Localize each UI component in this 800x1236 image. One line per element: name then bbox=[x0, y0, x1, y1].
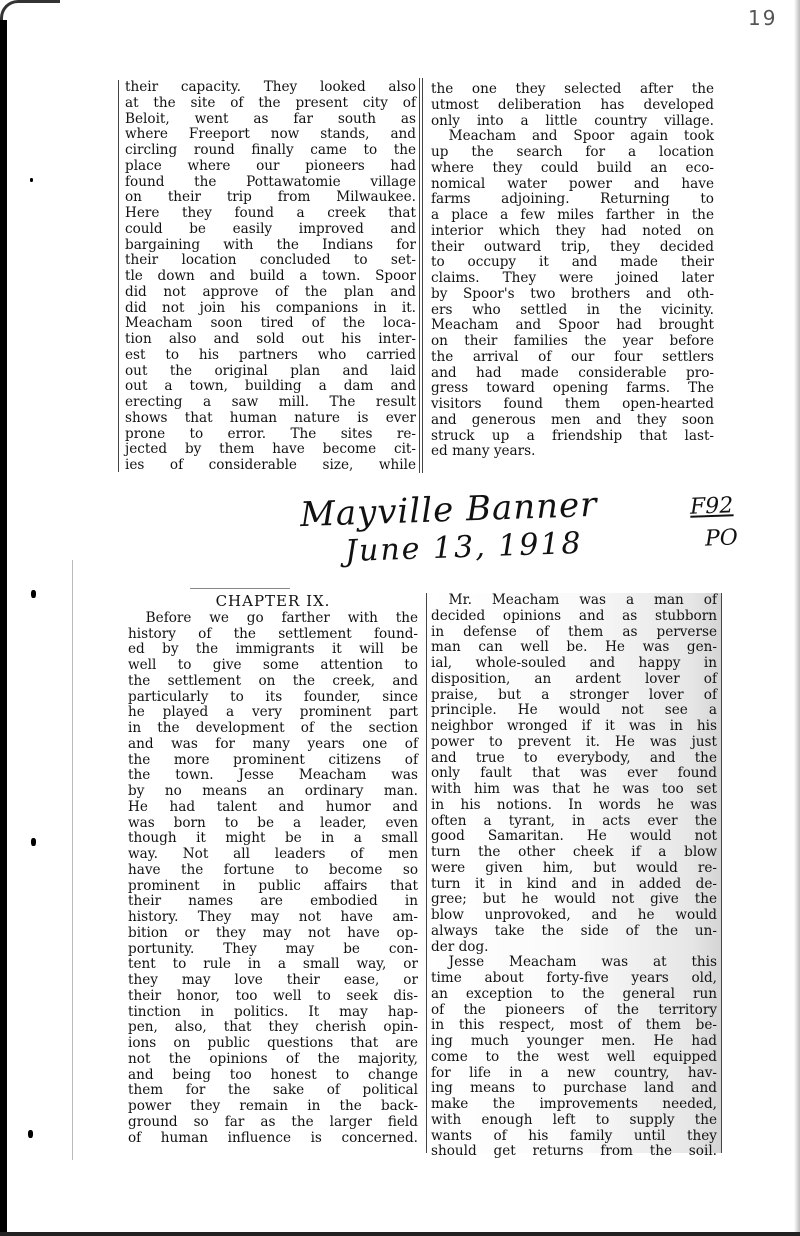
text-line: ing means to purchase land and bbox=[431, 1080, 717, 1097]
text-line: often a tyrant, in acts ever the bbox=[431, 812, 717, 829]
text-line: nomical water power and have bbox=[431, 175, 714, 192]
text-line: struck up a friendship that last- bbox=[431, 427, 714, 444]
text-line: particularly to its founder, since bbox=[128, 688, 418, 705]
text-line: tle down and build a town. Spoor bbox=[125, 268, 416, 284]
text-line: ed by the immigrants it will be bbox=[128, 641, 418, 658]
top-clipping-right-column bbox=[426, 82, 714, 466]
text-line: an exception to the general run bbox=[431, 985, 717, 1002]
text-line: prone to error. The sites re- bbox=[125, 425, 416, 442]
text-line: ions on public questions that are bbox=[128, 1035, 418, 1051]
text-line: the one they selected after the bbox=[431, 81, 714, 97]
text-line: ers who settled in the vicinity. bbox=[431, 301, 714, 318]
punch-mark bbox=[31, 838, 36, 846]
scan-page-corner bbox=[0, 0, 60, 22]
text-line: tent to rule in a small way, or bbox=[128, 956, 418, 973]
chapter-heading: CHAPTER IX. bbox=[215, 592, 331, 610]
text-line: Before we go farther with the bbox=[145, 609, 418, 626]
text-line: a place a few miles farther in the bbox=[431, 207, 714, 223]
text-line: turn the other cheek if a blow bbox=[431, 844, 717, 860]
text-line: farms adjoining. Returning to bbox=[431, 191, 714, 208]
text-line: up the search for a location bbox=[431, 144, 714, 160]
scan-page-edge-bottom bbox=[0, 1232, 800, 1236]
text-line: power to prevent it. He was just bbox=[431, 733, 717, 750]
text-line: Mr. Meacham was a man of bbox=[448, 592, 717, 608]
text-line: did not join his companions in it. bbox=[125, 299, 416, 316]
text-line: them for the sake of political bbox=[128, 1082, 418, 1099]
text-line: their honor, too well to seek dis- bbox=[128, 987, 418, 1004]
text-line: est to his partners who carried bbox=[125, 346, 416, 363]
text-line: did not approve of the plan and bbox=[125, 283, 416, 300]
text-line: utmost deliberation has developed bbox=[431, 96, 714, 113]
text-line: ial, whole-souled and happy in bbox=[431, 655, 717, 671]
text-line: He had talent and humor and bbox=[128, 798, 418, 815]
text-line: gree; but he would not give the bbox=[431, 891, 717, 908]
text-line: principle. He would not see a bbox=[431, 702, 717, 719]
text-line: erecting a saw mill. The result bbox=[125, 394, 416, 410]
text-line: were given him, but would re- bbox=[431, 859, 717, 876]
text-line: the town. Jesse Meacham was bbox=[128, 767, 418, 784]
text-line: their names are embodied in bbox=[128, 893, 418, 910]
text-line: disposition, an ardent lover of bbox=[431, 670, 717, 687]
text-line: neighbor wronged if it was in his bbox=[431, 718, 717, 734]
text-line: found the Pottawatomie village bbox=[125, 173, 416, 190]
text-line: with enough left to supply the bbox=[431, 1111, 717, 1128]
text-line: on their trip from Milwaukee. bbox=[125, 189, 416, 206]
text-line: come to the west well equipped bbox=[431, 1048, 717, 1065]
bottom-clipping-right-column bbox=[426, 592, 722, 1160]
text-line: ies of considerable size, while bbox=[125, 457, 416, 473]
text-line: only into a little country village. bbox=[431, 112, 714, 129]
text-line: their location concluded to set- bbox=[125, 252, 416, 269]
text-line: could be easily improved and bbox=[125, 220, 416, 237]
handwritten-code-2: PO bbox=[704, 525, 739, 552]
text-line: in this respect, most of them be- bbox=[431, 1017, 717, 1034]
text-line: have the fortune to become so bbox=[128, 861, 418, 878]
text-line: bition or they may not have op- bbox=[128, 924, 418, 941]
text-line: the more prominent citizens of bbox=[128, 751, 418, 768]
text-line: jected by them have become cit- bbox=[125, 441, 416, 458]
scan-page-edge-right bbox=[794, 0, 800, 1236]
text-line: blow unprovoked, and he would bbox=[431, 907, 717, 923]
text-line: shows that human nature is ever bbox=[125, 409, 416, 426]
chapter-rule bbox=[190, 588, 290, 589]
text-line: Jesse Meacham was at this bbox=[448, 954, 717, 971]
text-line: should get returns from the soil. bbox=[431, 1143, 717, 1160]
handwritten-date: June 13, 1918 bbox=[344, 525, 584, 570]
text-line: their capacity. They looked also bbox=[125, 79, 416, 95]
text-line: where Freeport now stands, and bbox=[125, 126, 416, 143]
text-line: der dog. bbox=[431, 938, 489, 955]
text-line: visitors found them open-hearted bbox=[431, 396, 714, 412]
text-line: and had made considerable pro- bbox=[431, 364, 714, 381]
text-line: Meacham soon tired of the loca- bbox=[125, 315, 416, 332]
text-line: wants of his family until they bbox=[431, 1127, 717, 1144]
text-line: make the improvements needed, bbox=[431, 1096, 717, 1112]
text-line: though it might be in a small bbox=[128, 830, 418, 847]
punch-mark bbox=[28, 1130, 33, 1138]
top-clipping-left-column bbox=[118, 80, 416, 472]
text-line: and being too honest to change bbox=[128, 1066, 418, 1083]
text-line: by Spoor's two brothers and oth- bbox=[431, 285, 714, 302]
text-line: man can well be. He was gen- bbox=[431, 639, 717, 656]
text-line: where they could build an eco- bbox=[431, 159, 714, 176]
bottom-clipping-left-column bbox=[128, 594, 422, 1146]
text-line: Beloit, went as far south as bbox=[125, 110, 416, 127]
text-line: in defense of them as perverse bbox=[431, 623, 717, 640]
text-line: by no means an ordinary man. bbox=[128, 783, 418, 799]
text-line: turn it in kind and in added de- bbox=[431, 875, 717, 892]
text-line: the arrival of our four settlers bbox=[431, 348, 714, 365]
text-line: ing much younger men. He had bbox=[431, 1033, 717, 1049]
punch-mark bbox=[30, 178, 33, 182]
text-line: good Samaritan. He would not bbox=[431, 828, 717, 845]
handwritten-code: F92 bbox=[689, 493, 734, 520]
text-line: out the original plan and laid bbox=[125, 362, 416, 379]
text-line: claims. They were joined later bbox=[431, 270, 714, 286]
text-line: ed many years. bbox=[431, 443, 536, 460]
text-line: time about forty-five years old, bbox=[431, 970, 717, 986]
text-line: bargaining with the Indians for bbox=[125, 236, 416, 253]
text-line: way. Not all leaders of men bbox=[128, 846, 418, 862]
text-line: interior which they had noted on bbox=[431, 222, 714, 239]
text-line: history. They may not have am- bbox=[128, 909, 418, 925]
punch-mark bbox=[31, 590, 36, 598]
text-line: in the development of the section bbox=[128, 720, 418, 736]
text-line: gress toward opening farms. The bbox=[431, 380, 714, 397]
text-line: only fault that was ever found bbox=[431, 765, 717, 782]
text-line: they may love their ease, or bbox=[128, 972, 418, 988]
text-line: pen, also, that they cherish opin- bbox=[128, 1019, 418, 1036]
text-line: their outward trip, they decided bbox=[431, 238, 714, 255]
text-line: place where our pioneers had bbox=[125, 157, 416, 174]
text-line: for life in a new country, hav- bbox=[431, 1064, 717, 1081]
text-line: history of the settlement found- bbox=[128, 625, 418, 642]
text-line: Here they found a creek that bbox=[125, 205, 416, 221]
text-line: of human influence is concerned. bbox=[128, 1129, 418, 1146]
text-line: and true to everybody, and the bbox=[431, 749, 717, 766]
text-line: he played a very prominent part bbox=[128, 704, 418, 721]
text-line: the settlement on the creek, and bbox=[128, 672, 418, 689]
text-line: power they remain in the back- bbox=[128, 1098, 418, 1114]
text-line: at the site of the present city of bbox=[125, 94, 416, 111]
text-line: and was for many years one of bbox=[128, 735, 418, 752]
text-line: tinction in politics. It may hap- bbox=[128, 1003, 418, 1020]
text-line: always take the side of the un- bbox=[431, 922, 717, 939]
text-line: well to give some attention to bbox=[128, 657, 418, 673]
text-line: was born to be a leader, even bbox=[128, 814, 418, 831]
text-line: on their families the year before bbox=[431, 333, 714, 349]
text-line: praise, but a stronger lover of bbox=[431, 686, 717, 703]
scan-page-edge-left bbox=[0, 20, 7, 1236]
text-line: portunity. They may be con- bbox=[128, 940, 418, 957]
text-line: out a town, building a dam and bbox=[125, 378, 416, 395]
text-line: Meacham and Spoor had brought bbox=[431, 317, 714, 334]
text-line: with him was that he was too set bbox=[431, 781, 717, 797]
column-divider bbox=[419, 78, 423, 473]
scan-fold-line bbox=[72, 560, 73, 1160]
text-line: and generous men and they soon bbox=[431, 411, 714, 428]
text-line: in his notions. In words he was bbox=[431, 796, 717, 813]
text-line: decided opinions and as stubborn bbox=[431, 607, 717, 624]
text-line: circling round finally came to the bbox=[125, 142, 416, 158]
page-number: 19 bbox=[748, 6, 778, 30]
handwritten-newspaper-name: Mayville Banner bbox=[299, 484, 599, 536]
text-line: ground so far as the larger field bbox=[128, 1113, 418, 1130]
text-line: tion also and sold out his inter- bbox=[125, 331, 416, 347]
text-line: not the opinions of the majority, bbox=[128, 1050, 418, 1067]
text-line: prominent in public affairs that bbox=[128, 877, 418, 894]
text-line: Meacham and Spoor again took bbox=[448, 128, 714, 145]
text-line: of the pioneers of the territory bbox=[431, 1001, 717, 1018]
text-line: to occupy it and made their bbox=[431, 254, 714, 271]
